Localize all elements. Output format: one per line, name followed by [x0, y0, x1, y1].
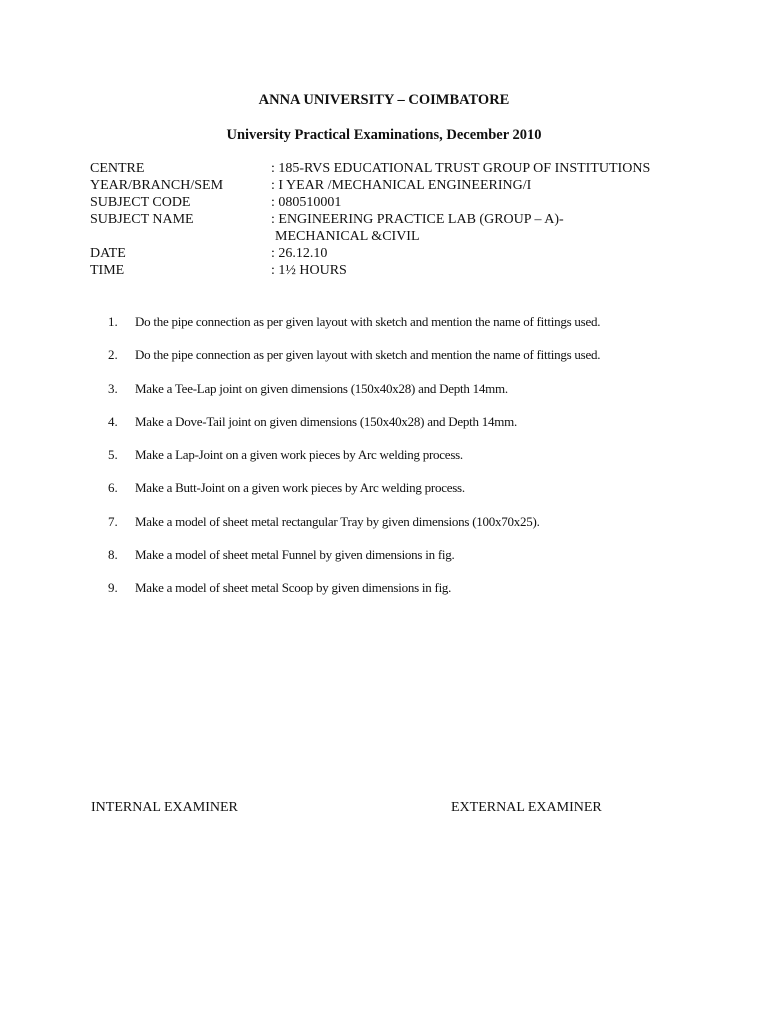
- question-number: 8.: [108, 547, 118, 563]
- question-number: 1.: [108, 314, 118, 329]
- question-item: [108, 347, 748, 380]
- question-text: Make a model of sheet metal Funnel by given dimensions in fig.: [135, 547, 455, 563]
- question-item: [108, 447, 748, 480]
- question-item: [108, 381, 748, 414]
- meta-row-date: [90, 245, 650, 262]
- meta-value-continued: MECHANICAL &CIVIL: [275, 229, 420, 244]
- meta-value: : 26.12.10: [271, 246, 328, 261]
- meta-row-time: [90, 262, 650, 279]
- question-item: [108, 480, 748, 513]
- meta-label-empty: [90, 228, 271, 245]
- question-number: 7.: [108, 513, 118, 529]
- meta-row-subject-code: [90, 194, 650, 211]
- question-text: Make a Tee-Lap joint on given dimensions (150x40x28) and Depth 14mm.: [135, 380, 508, 396]
- question-text: Do the pipe connection as per given layout with sketch and mention the name of fittings used.: [135, 314, 601, 329]
- meta-value: : 1½ HOURS: [271, 263, 347, 278]
- document-title: ANNA UNIVERSITY – COIMBATORE: [258, 92, 510, 108]
- meta-label: SUBJECT NAME: [90, 212, 194, 227]
- question-text: Make a Lap-Joint on a given work pieces by Arc welding process.: [135, 447, 463, 463]
- question-text: Make a model of sheet metal rectangular Tray by given dimensions (100x70x25).: [135, 513, 540, 529]
- question-text: Make a model of sheet metal Scoop by given dimensions in fig.: [135, 580, 452, 596]
- question-list: [108, 314, 748, 614]
- question-number: 3.: [108, 380, 118, 396]
- meta-label: SUBJECT CODE: [90, 195, 191, 210]
- question-item: [108, 414, 748, 447]
- meta-row-subject-name-cont: [90, 228, 650, 245]
- meta-value: : I YEAR /MECHANICAL ENGINEERING/I: [271, 178, 532, 193]
- meta-row-centre: [90, 160, 650, 177]
- question-number: 5.: [108, 447, 118, 463]
- question-item: [108, 547, 748, 580]
- meta-label: DATE: [90, 246, 126, 261]
- question-number: 6.: [108, 480, 118, 496]
- meta-label: YEAR/BRANCH/SEM: [90, 178, 224, 193]
- question-text: Make a Butt-Joint on a given work pieces by Arc welding process.: [135, 480, 465, 496]
- question-item: [108, 514, 748, 547]
- meta-row-year-branch-sem: [90, 177, 650, 194]
- internal-examiner-signature: INTERNAL EXAMINER: [91, 800, 238, 815]
- meta-row-subject-name: [90, 211, 650, 228]
- meta-label: TIME: [90, 263, 125, 278]
- question-text: Do the pipe connection as per given layout with sketch and mention the name of fittings used.: [135, 347, 601, 363]
- question-text: Make a Dove-Tail joint on given dimensions (150x40x28) and Depth 14mm.: [135, 413, 517, 429]
- meta-label: CENTRE: [90, 161, 145, 176]
- exam-details: [90, 160, 650, 279]
- meta-value: : 185-RVS EDUCATIONAL TRUST GROUP OF INSTITUTIONS: [271, 161, 651, 176]
- external-examiner-signature: EXTERNAL EXAMINER: [451, 800, 602, 815]
- question-number: 2.: [108, 347, 118, 363]
- question-number: 4.: [108, 413, 118, 429]
- question-item: [108, 580, 748, 613]
- meta-value: : 080510001: [271, 195, 342, 210]
- question-item: [108, 314, 748, 347]
- document-subtitle: University Practical Examinations, December 2010: [226, 127, 542, 143]
- question-number: 9.: [108, 580, 118, 596]
- meta-value: : ENGINEERING PRACTICE LAB (GROUP – A)-: [271, 212, 564, 227]
